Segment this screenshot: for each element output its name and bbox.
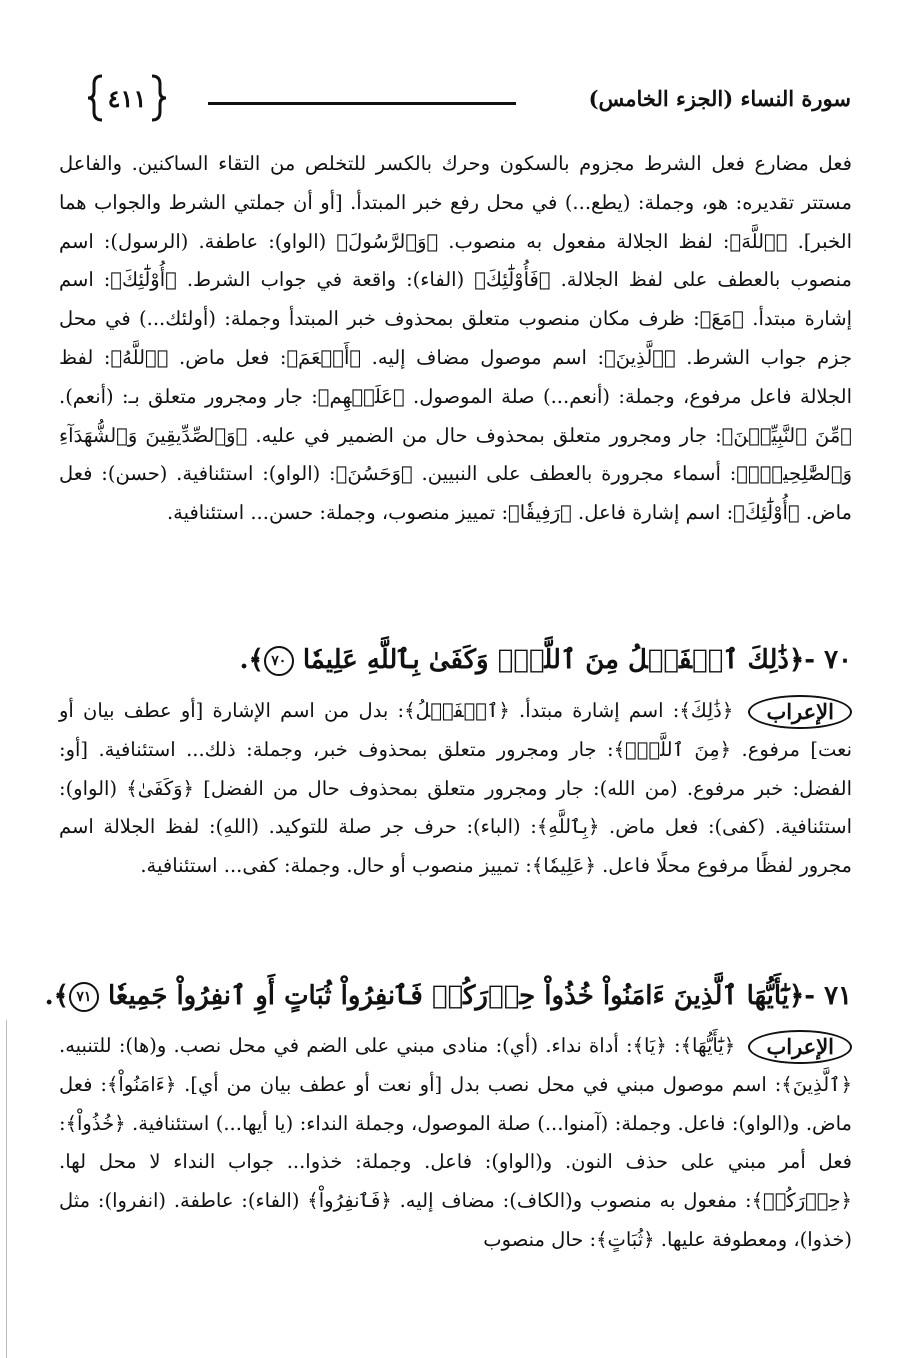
page-number-frame <box>88 72 166 124</box>
commentary-block-1 <box>59 145 852 533</box>
scan-margin-line <box>6 1020 7 1358</box>
page-header <box>88 72 851 132</box>
verse-text: -﴿ذَٰلِكَ ٱلۡفَضۡلُ مِنَ ٱللَّهِۚ وَكَفَىٰ بِٱللَّهِ عَلِيمٗا <box>302 645 815 675</box>
page-number: ٤١١ <box>107 84 147 113</box>
commentary-block-3 <box>59 1027 852 1260</box>
page-title: سورة النساء (الجزء الخامس) <box>588 86 851 111</box>
paragraph: ﴿ذَٰلِكَ﴾: اسم إشارة مبتدأ. ﴿ٱلۡفَضۡلُ﴾: بدل من اسم الإشارة [أو عطف بيان أو نعت] مرفوع. ﴿مِنَ ٱللَّهِۚ﴾: جار ومجرور متعلق بمحذوف خبر، وجملة: ذلك... استئنافية. [أو: الفضل: خبر مرفوع. (من الله): جار ومجرور متعلق بمحذوف حال من الفضل] ﴿وَكَفَىٰ﴾ (الواو): استئنافية. (كفى): فعل ماض. ﴿بِٱللَّهِ﴾: (الباء): حرف جر صلة للتوكيد. (اللهِ): لفظ الجلالة اسم مجرور لفظًا مرفوع محلًا فاعل. ﴿عَلِيمٗا﴾: تمييز منصوب أو حال. وجملة: كفى... استئنافية. <box>59 699 852 878</box>
irab-badge: الإعراب <box>748 695 852 729</box>
verse-number: ٧١ <box>824 981 852 1011</box>
irab-badge: الإعراب <box>748 1030 852 1064</box>
paragraph: فعل مضارع فعل الشرط مجزوم بالسكون وحرك بالكسر للتخلص من التقاء الساكنين. والفاعل مستتر تقديره: هو، وجملة: (يطع...) في محل رفع خبر المبتدأ. [أو أن جملتي الشرط والجواب هما الخبر]. ﴿ٱللَّهَ﴾: لفظ الجلالة مفعول به منصوب. ﴿وَٱلرَّسُولَ﴾ (الواو): عاطفة. (الرسول): اسم منصوب بالعطف على لفظ الجلالة. ﴿فَأُوْلَٰٓئِكَ﴾ (الفاء): واقعة في جواب الشرط. ﴿أُوْلَٰٓئِكَ﴾: اسم إشارة مبتدأ. ﴿مَعَ﴾: ظرف مكان منصوب متعلق بمحذوف خبر المبتدأ وجملة: (أولئك...) في محل جزم جواب الشرط. ﴿ٱلَّذِينَ﴾: اسم موصول مضاف إليه. ﴿أَنۡعَمَ﴾: فعل ماض. ﴿ٱللَّهُ﴾: لفظ الجلالة فاعل مرفوع، وجملة: (أنعم...) صلة الموصول. ﴿عَلَيۡهِم﴾: جار ومجرور متعلق بـ: (أنعم). ﴿مِّنَ ٱلنَّبِيِّـۧنَ﴾: جار ومجرور متعلق بمحذوف حال من الضمير في عليه. ﴿وَٱلصِّدِّيقِينَ وَٱلشُّهَدَآءِ وَٱلصَّٰلِحِينَۚ﴾: أسماء مجرورة بالعطف على النبيين. ﴿وَحَسُنَ﴾: (الواو): استئنافية. (حسن): فعل ماض. ﴿أُوْلَٰٓئِكَ﴾: اسم إشارة فاعل. ﴿رَفِيقٗا﴾: تمييز منصوب، وجملة: حسن... استئنافية. <box>59 152 852 525</box>
paragraph: ﴿يَٰٓأَيُّهَا﴾: ﴿يَا﴾: أداة نداء. (أي): منادى مبني على الضم في محل نصب. و(ها): للتنبيه. ﴿ٱلَّذِينَ﴾: اسم موصول مبني في محل نصب بدل [أو نعت أو عطف بيان من أي]. ﴿ءَامَنُواْ﴾: فعل ماض. و(الواو): فاعل. وجملة: (آمنوا...) صلة الموصول، وجملة النداء: (يا أيها...) استئنافية. ﴿خُذُواْ﴾: فعل أمر مبني على حذف النون. و(الواو): فاعل. وجملة: خذوا... جواب النداء لا محل لها. ﴿حِذۡرَكُمۡ﴾: مفعول به منصوب و(الكاف): مضاف إليه. ﴿فَٱنفِرُواْ﴾ (الفاء): عاطفة. (انفروا): مثل (خذوا)، ومعطوفة عليها. ﴿ثُبَاتٍ﴾: حال منصوب <box>59 1034 852 1251</box>
verse-close: ﴾. <box>44 981 69 1011</box>
verse-close: ﴾. <box>239 645 264 675</box>
commentary-block-2 <box>59 692 852 886</box>
verse-70 <box>59 640 852 680</box>
verse-text: -﴿يَٰٓأَيُّهَا ٱلَّذِينَ ءَامَنُواْ خُذُواْ حِذۡرَكُمۡ فَٱنفِرُواْ ثُبَاتٍ أَوِ ٱنفِرُواْ جَمِيعٗا <box>107 981 815 1011</box>
verse-71 <box>44 976 852 1016</box>
ayah-end-mark: ٧٠ <box>264 646 294 676</box>
header-rule <box>208 102 516 105</box>
verse-number: ٧٠ <box>824 645 852 675</box>
ayah-end-mark: ٧١ <box>69 982 99 1012</box>
